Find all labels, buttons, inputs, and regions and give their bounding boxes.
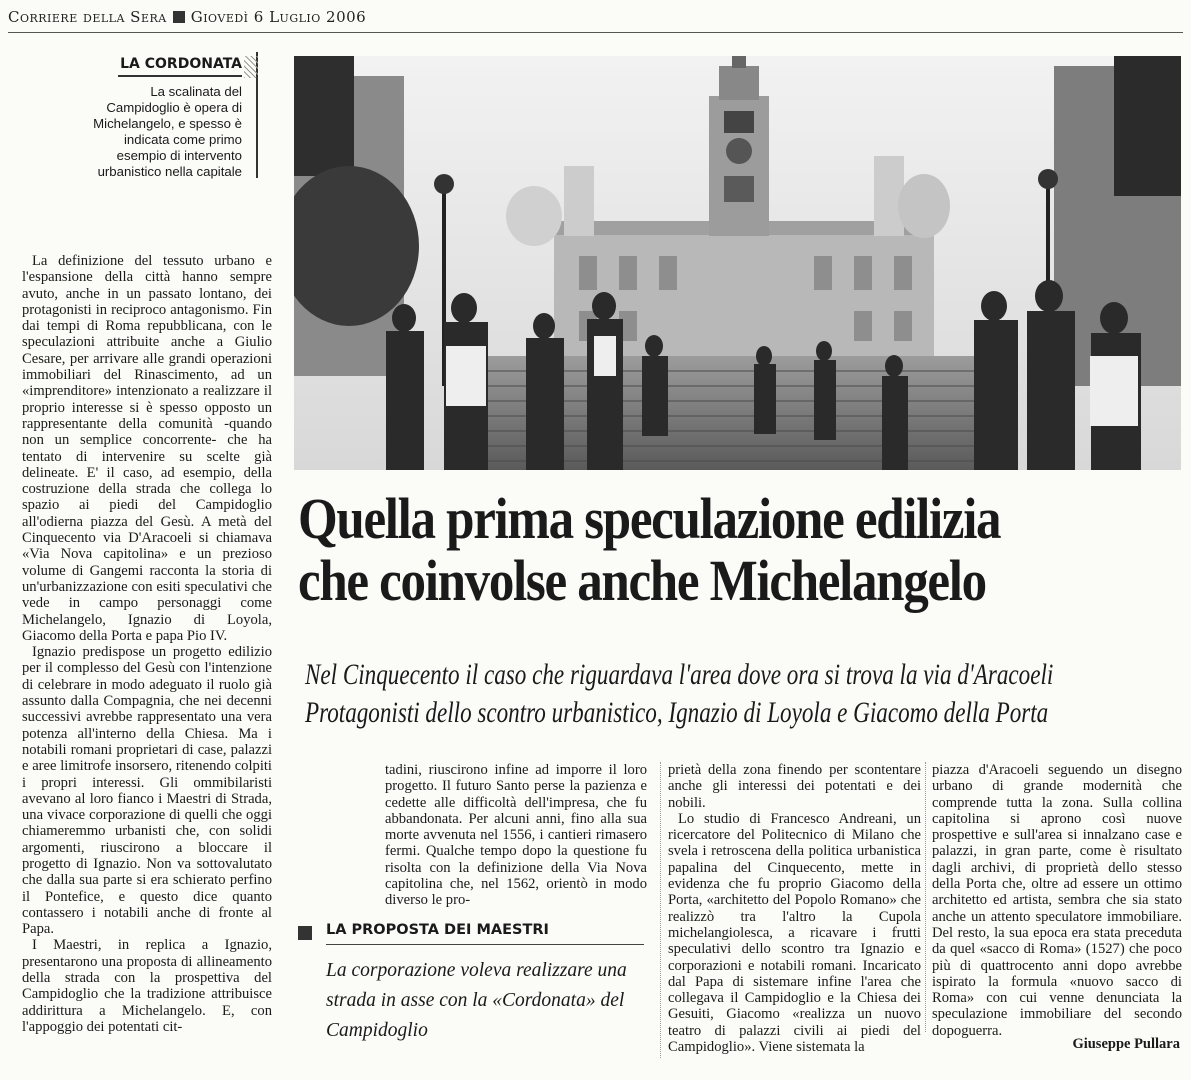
paragraph: Ignazio predispose un progetto edilizio per il complesso del Gesù con l'intenzione di celebrare in modo adeguato il ruolo già assunto dalla Compagnia, che nei decenni successivi avrebbe rappresentato una vera potenza all'interno della Chiesa. Ma i notabili romani proprietari di case, palazzi e aree limitrofe insorsero, ritenendo colpiti i propri interessi. Gli ommibilaristi avevano al loro fianco i Maestri di Strada, una vivace corporazione di quelli che oggi chiameremmo urbanisti che, con solidi argomenti, riuscirono a bloccare il progetto di Ignazio. Non va sottovalutato che dalla sua parte si era schierato perfino il Pontefice, e questo dice quanto contassero i notabili anche di fronte al Papa. — [22, 644, 272, 938]
proposta-title: LA PROPOSTA DEI MAESTRI — [326, 922, 549, 938]
subheadline-line-1: Nel Cinquecento il caso che riguardava l'area dove ora si trova la via d'Aracoeli — [305, 658, 1054, 691]
issue-date: Giovedì 6 Luglio 2006 — [190, 8, 367, 26]
headline-line-1: Quella prima speculazione edilizia — [298, 486, 1001, 551]
square-bullet-icon — [298, 926, 312, 940]
paragraph: prietà della zona finendo per scontentare anche gli interessi dei potentati e dei nobili. — [668, 762, 921, 811]
proposta-rule — [326, 944, 644, 945]
paragraph: tadini, riuscirono infine ad imporre il loro progetto. Il futuro Santo perse la pazienza e cedette alle difficoltà dell'impresa, che fu abbandonata. Per alcuni anni, fino alla sua morte avvenuta nel 1556, i cantieri rimasero fermi. Qualche tempo dopo la questione fu risolta con la definizione della Via Nova capitolina che, nel 1562, orientò in modo diverso le pro- — [385, 762, 647, 909]
body-column-2 — [385, 762, 647, 909]
body-column-3 — [668, 762, 921, 1055]
author-signature: Giuseppe Pullara — [1072, 1036, 1180, 1052]
paragraph: I Maestri, in replica a Ignazio, presentarono una proposta di allineamento della strada con la prospettiva del Campidoglio che la tradizione attribuisce addirittura a Michelangelo. E, con l'appoggio dei potentati cit- — [22, 937, 272, 1035]
campidoglio-photo — [294, 56, 1181, 470]
photo-illustration — [294, 56, 1181, 470]
masthead — [8, 8, 366, 26]
column-divider — [660, 762, 661, 1058]
paragraph: Lo studio di Francesco Andreani, un ricercatore del Politecnico di Milano che svela i retroscena della politica urbanistica papalina del Cinquecento, mette in evidenza che fu proprio Giacomo della Porta, «architetto del Popolo Romano» che realizzò tra l'altro la Cupola michelangiolesca, a ricavare i frutti speculativi dello scontro tra Ignazio e corporazioni e notabili romani. Incaricato dal Papa di sistemare infine l'area che collegava il Campidoglio e la Chiesa dei Gesuiti, Giacomo «realizza un nuovo teatro di palazzi civili ai piedi del Campidoglio». Viene sistemata la — [668, 810, 921, 1056]
masthead-rule — [8, 32, 1183, 33]
body-column-1 — [22, 253, 272, 1035]
proposta-box — [298, 920, 648, 1060]
separator-square-icon — [173, 11, 185, 23]
subheadline — [305, 656, 1054, 732]
proposta-text: La corporazione voleva realizzare una strada in asse con la «Cordonata» del Campidoglio — [326, 960, 627, 1041]
sidebar-text: La scalinata del Campidoglio è opera di Michelangelo, e spesso è indicata come primo esempio di intervento urbanistico nella capitale — [93, 84, 242, 179]
subheadline-line-2: Protagonisti dello scontro urbanistico, Ignazio di Loyola e Giacomo della Porta — [305, 696, 1049, 729]
headline — [298, 488, 1076, 612]
paragraph: piazza d'Aracoeli seguendo un disegno urbano di grande modernità che comprende tutta la zona. Sulla collina capitolina si aprono così nuove prospettive e sull'area si innalzano case e palazzi, in gran parte, come è risultato dagli archivi, di proprietà dello stesso della Porta che, oltre ad essere un ottimo architetto ed artista, sembra che sia stato anche un attento speculatore immobiliare. Del resto, la sua epoca era stata preceduta da quel «sacco di Roma» (1527) che poco più di quattrocento anni dopo avrebbe ispirato la formula «nuovo sacco di Roma» con cui venne denunciata la speculazione immobiliare del secondo dopoguerra. — [932, 762, 1182, 1039]
newspaper-name: Corriere della Sera — [8, 8, 167, 26]
sidebar-pattern — [244, 56, 258, 78]
column-divider — [925, 762, 926, 1032]
body-column-4 — [932, 762, 1182, 1039]
sidebar-title: LA CORDONATA — [118, 56, 242, 77]
headline-line-2: che coinvolse anche Michelangelo — [298, 548, 986, 613]
paragraph: La definizione del tessuto urbano e l'espansione della città hanno sempre avuto, anche in un passato lontano, dei protagonisti in reciproco antagonismo. Fin dai tempi di Roma repubblicana, con le speculazioni attribuite anche a Giulio Cesare, per arrivare alle grandi operazioni immobiliari del Rinascimento, ad un «imprenditore» intenzionato a realizzare il proprio interesse si è spesso opposto un rappresentante della comunità -quando non un semplice concorrente- che ha tentato di intervenire su scelte già delineate. E' il caso, ad esempio, della costruzione della strada che collega lo spazio ai piedi del Campidoglio all'odierna piazza del Gesù. A metà del Cinquecento via D'Aracoeli si chiamava «Via Nova capitolina» e un prezioso volume di Gangemi racconta la storia di un'urbanizzazione con esiti speculativi che vede in campo personaggi come Michelangelo, Ignazio di Loyola, Giacomo della Porta e papa Pio IV. — [22, 253, 272, 644]
sidebar-box — [78, 52, 258, 178]
